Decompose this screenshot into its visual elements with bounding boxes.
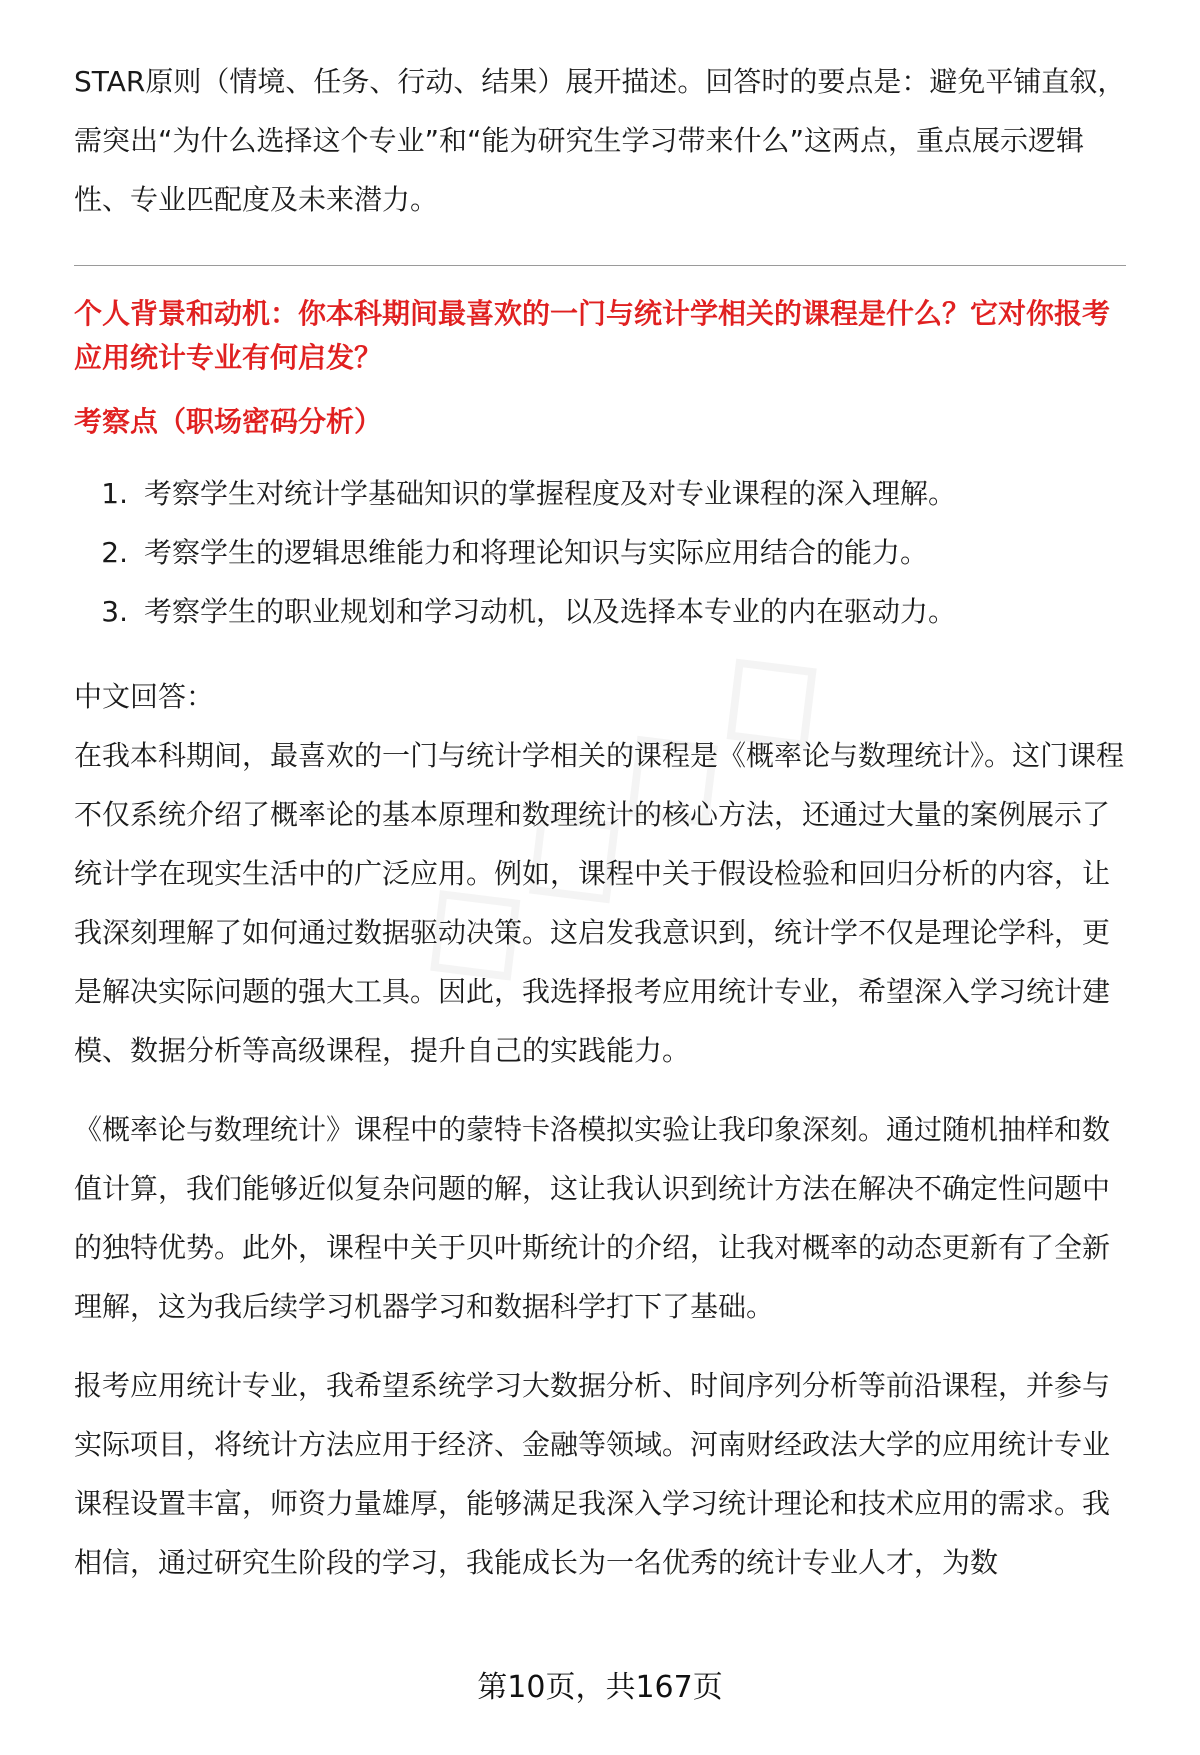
answer-label: 中文回答： [74, 680, 215, 713]
list-number: 2. [101, 536, 128, 569]
list-item [74, 523, 1126, 582]
list-number: 1. [101, 477, 128, 510]
answer-paragraph: 报考应用统计专业，我希望系统学习大数据分析、时间序列分析等前沿课程，并参与实际项目，将统计方法应用于经济、金融等领域。河南财经政法大学的应用统计专业课程设置丰富，师资力量雄厚，能够满足我深入学习统计理论和技术应用的需求。我相信，通过研究生阶段的学习，我能成长为一名优秀的统计专业人才，为数 [74, 1369, 1111, 1579]
list-text: 考察学生的逻辑思维能力和将理论知识与实际应用结合的能力。 [144, 536, 929, 569]
list-item [74, 582, 1126, 641]
key-points-list [74, 464, 1126, 641]
page-number: 第10页，共167页 [477, 1670, 723, 1705]
answer-paragraph: 在我本科期间，最喜欢的一门与统计学相关的课程是《概率论与数理统计》。这门课程不仅系统介绍了概率论的基本原理和数理统计的核心方法，还通过大量的案例展示了统计学在现实生活中的广泛应用。例如，课程中关于假设检验和回归分析的内容，让我深刻理解了如何通过数据驱动决策。这启发我意识到，统计学不仅是理论学科，更是解决实际问题的强大工具。因此，我选择报考应用统计专业，希望深入学习统计建模、数据分析等高级课程，提升自己的实践能力。 [74, 739, 1125, 1067]
list-item [74, 464, 1126, 523]
list-text: 考察学生对统计学基础知识的掌握程度及对专业课程的深入理解。 [144, 477, 957, 510]
key-points-heading: 考察点（职场密码分析） [74, 405, 383, 438]
list-text: 考察学生的职业规划和学习动机，以及选择本专业的内在驱动力。 [144, 595, 957, 628]
intro-paragraph: STAR原则（情境、任务、行动、结果）展开描述。回答时的要点是：避免平铺直叙，需突出“为什么选择这个专业”和“能为研究生学习带来什么”这两点，重点展示逻辑性、专业匹配度及未来潜力。 [74, 65, 1126, 216]
answer-paragraph: 《概率论与数理统计》课程中的蒙特卡洛模拟实验让我印象深刻。通过随机抽样和数值计算，我们能够近似复杂问题的解，这让我认识到统计方法在解决不确定性问题中的独特优势。此外，课程中关于贝叶斯统计的介绍，让我对概率的动态更新有了全新理解，这为我后续学习机器学习和数据科学打下了基础。 [74, 1113, 1111, 1323]
question-title: 个人背景和动机：你本科期间最喜欢的一门与统计学相关的课程是什么？它对你报考应用统计专业有何启发？ [74, 297, 1111, 374]
list-number: 3. [101, 595, 128, 628]
document-page [74, 52, 1126, 1592]
section-divider [74, 265, 1126, 266]
